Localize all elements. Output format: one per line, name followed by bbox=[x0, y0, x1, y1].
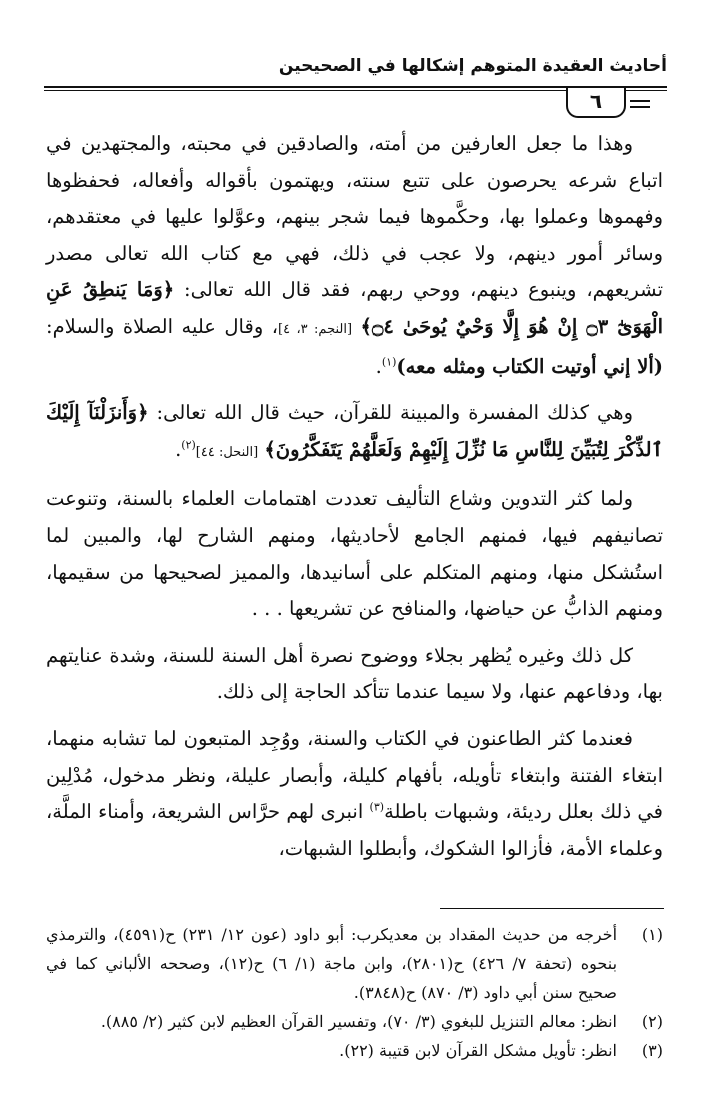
paragraph-2: وهي كذلك المفسرة والمبينة للقرآن، حيث قال الله تعالى: ﴿وَأَنزَلْنَآ إِلَيْكَ ٱلذِّكْرَ لِتُبَيِّنَ لِلنَّاسِ مَا نُزِّلَ إِلَيْهِمْ وَلَعَلَّهُمْ يَتَفَكَّرُونَ﴾ [النحل: ٤٤]$^{(٢)}$. bbox=[46, 401, 663, 461]
footnotes bbox=[46, 920, 663, 1065]
verse-citation: [النحل: ٤٤] bbox=[195, 444, 259, 460]
running-title: أحاديث العقيدة المتوهم إشكالها في الصحيحين bbox=[278, 56, 667, 76]
paragraph-5 bbox=[46, 721, 663, 867]
footnote-number: (٢) bbox=[641, 1012, 663, 1031]
footnote-item bbox=[46, 1036, 663, 1065]
main-text bbox=[46, 126, 663, 877]
footnote-ref-3: (٣) bbox=[369, 800, 385, 814]
verse-citation: [النجم: ٣، ٤] bbox=[278, 321, 353, 337]
paragraph-5-text: فعندما كثر الطاعنون في الكتاب والسنة، ووُجِد المتبعون لما تشابه منهما، ابتغاء الفتنة وابتغاء تأويله، بأفهام كليلة، وأبصار عليلة، ونظر مدخول، مُدْلِين في ذلك بعلل رديئة، وشبهات باطلة bbox=[46, 726, 664, 824]
paragraph-5-continuation: انبرى لهم حرَّاس الشريعة، وأمناء الملَّة، وعلماء الأمة، فأزالوا الشكوك، وأبطلوا الشبهات، bbox=[46, 800, 663, 860]
footnote-number: (١) bbox=[641, 925, 663, 944]
paragraph-2-text: وهي كذلك المفسرة والمبينة للقرآن، حيث قال الله تعالى: bbox=[148, 401, 633, 425]
hadith-quote: (ألا إني أوتيت الكتاب ومثله معه) bbox=[396, 354, 663, 378]
footnote-ref-2: (٢) bbox=[181, 438, 196, 452]
page-number-ornament-top bbox=[630, 100, 650, 102]
paragraph-3: ولما كثر التدوين وشاع التأليف تعددت اهتمامات العلماء بالسنة، وتنوعت تصانيفهم فيها، فمنهم الجامع لأحاديثها، ومنهم الشارح لها، والمبين لما استُشكل منها، ومنهم المتكلم على أسانيدها، والمميز لصحيحها من سقيمها، ومنهم الذابُّ عن حياضها، والمنافح عن تشريعها . . . bbox=[46, 487, 663, 621]
paragraph-1-continuation: ، وقال عليه الصلاة والسلام: bbox=[46, 314, 278, 338]
footnote-text: انظر: تأويل مشكل القرآن لابن قتيبة (٢٢). bbox=[339, 1041, 617, 1060]
quran-verse-nahl: ﴿وَأَنزَلْنَآ إِلَيْكَ ٱلذِّكْرَ لِتُبَيِّنَ لِلنَّاسِ مَا نُزِّلَ إِلَيْهِمْ وَلَعَلَّهُمْ يَتَفَكَّرُونَ﴾ bbox=[46, 401, 663, 461]
quran-verse-najm: ﴿وَمَا يَنطِقُ عَنِ الْهَوَىٰٓ ۝٣ إِنْ هُوَ إِلَّا وَحْيٌ يُوحَىٰ ۝٤﴾ bbox=[46, 278, 663, 338]
footnote-item bbox=[46, 1007, 663, 1036]
footnote-separator bbox=[440, 908, 664, 909]
footnote-ref-1: (١) bbox=[381, 355, 397, 369]
paragraph-4: كل ذلك وغيره يُظهر بجلاء ووضوح نصرة أهل السنة للسنة، وشدة عنايتهم بها، ودفاعهم عنها، ولا سيما عندما تتأكد الحاجة إلى ذلك. bbox=[46, 643, 663, 704]
footnote-text: انظر: معالم التنزيل للبغوي (٣/ ٧٠)، وتفسير القرآن العظيم لابن كثير (٢/ ٨٨٥). bbox=[100, 1012, 617, 1031]
footnote-number: (٣) bbox=[641, 1041, 663, 1060]
footnote-item bbox=[46, 920, 663, 1007]
page-number: ٦ bbox=[566, 88, 626, 118]
paragraph-1: وهذا ما جعل العارفين من أمته، والصادقين في محبته، والمجتهدين في اتباع شرعه يحرصون على تتبع سنته، ويهتمون بأقواله وأفعاله، فحفظوها وفهموها وعملوا بها، وحكَّموها فيما شجر بينهم، وعوَّلوا عليها في معتقدهم، وسائر أمور دينهم، ولا عجب في ذلك، فهي مع كتاب الله تعالى مصدر تشريعهم، وينبوع دينهم، ووحي ربهم، فقد قال الله تعالى: ﴿وَمَا يَنطِقُ عَنِ الْهَوَىٰٓ ۝٣ إِنْ هُوَ إِلَّا وَحْيٌ يُوحَىٰ ۝٤﴾ [النجم: ٣، ٤]، وقال عليه الصلاة والسلام: (ألا إني أوتيت الكتاب ومثله معه)$^{(١)}$. bbox=[46, 132, 663, 378]
page-number-ornament-bottom bbox=[630, 106, 650, 108]
paragraph-1-text: وهذا ما جعل العارفين من أمته، والصادقين في محبته، والمجتهدين في اتباع شرعه يحرصون على تتبع سنته، ويهتمون بأقواله وأفعاله، فحفظوها وفهموها وعملوا بها، وحكَّموها فيما شجر بينهم، وعوَّلوا عليها في معتقدهم، وسائر أمور دينهم، ولا عجب في ذلك، فهي مع كتاب الله تعالى مصدر تشريعهم، وينبوع دينهم، ووحي ربهم، فقد قال الله تعالى: bbox=[46, 132, 663, 302]
footnote-text: أخرجه من حديث المقداد بن معديكرب: أبو داود (عون ١٢/ ٢٣١) ح(٤٥٩١)، والترمذي بنحوه (تحفة ٧/ ٤٢٦) ح(٢٨٠١)، وابن ماجة (١/ ٦) ح(١٢)، وصححه الألباني كما في صحيح سنن أبي داود (٣/ ٨٧٠) ح(٣٨٤٨). bbox=[46, 925, 618, 1002]
